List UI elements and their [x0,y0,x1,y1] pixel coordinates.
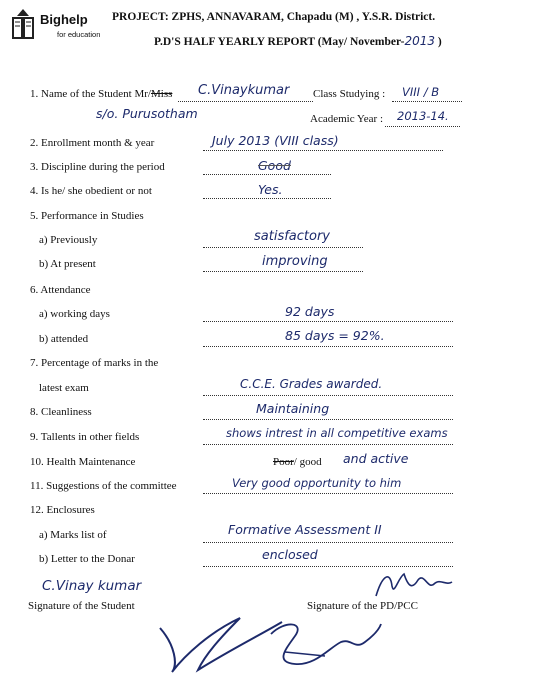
item-label: a) working days [39,308,110,320]
report-title [154,34,442,48]
student-signature-label: Signature of the Student [28,600,135,612]
parent-name: s/o. Purusotham [96,106,198,121]
student-name: C.Vinaykumar [198,83,290,98]
value-dotted-line [203,419,453,420]
report-title-text: P.D'S HALF YEARLY REPORT (May/ November- [154,36,405,48]
value-dotted-line [203,493,453,494]
project-heading: PROJECT: ZPHS, ANNAVARAM, Chapadu (M) , Y.S.R. District. [112,11,436,23]
item-value: July 2013 (VIII class) [212,133,339,148]
value-dotted-line [203,321,453,322]
logo-name: Bighelp [40,12,88,27]
value-dotted-line [203,174,331,175]
report-year: 2013 [404,34,436,48]
item-label: a) Previously [39,234,98,246]
bighelp-logo-icon [10,8,36,42]
year-dotted-line [385,126,460,127]
item-label: b) At present [39,258,96,270]
class-label: Class Studying : [313,88,386,100]
item-value: shows intrest in all competitive exams [226,426,448,440]
pd-signature-label: Signature of the PD/PCC [307,600,418,612]
item-label: 5. Performance in Studies [30,210,144,222]
item-value: 92 days [285,304,335,319]
item-label: a) Marks list of [39,529,107,541]
value-dotted-line [203,444,453,445]
value-dotted-line [203,247,363,248]
name-dotted-line [178,101,313,102]
item-label: 6. Attendance [30,284,91,296]
item-label: 3. Discipline during the period [30,161,165,173]
logo-tagline: for education [57,30,101,39]
value-dotted-line [203,542,453,543]
item-label: 8. Cleanliness [30,406,92,418]
item-label: 12. Enclosures [30,504,95,516]
item-label: b) Letter to the Donar [39,553,135,565]
item-value: satisfactory [254,229,331,244]
value-dotted-line [203,395,453,396]
item-value: Yes. [258,182,283,197]
pcc-signature-scribble [265,612,385,682]
item-value: Formative Assessment II [228,522,382,537]
item-value: Maintaining [256,401,330,416]
value-dotted-line [203,150,443,151]
report-title-close: ) [437,36,442,48]
year-label: Academic Year : [310,113,384,125]
item-label: b) attended [39,333,89,345]
item-value: improving [262,254,328,269]
value-dotted-line [203,198,331,199]
name-label-text: 1. Name of the Student Mr/ [30,88,151,100]
item-label: 11. Suggestions of the committee [30,480,177,492]
item-value: C.C.E. Grades awarded. [240,377,383,391]
name-label [30,88,172,100]
item-label: 9. Tallents in other fields [30,431,140,443]
year-value: 2013-14. [397,109,449,123]
item-value: 85 days = 92%. [285,328,385,343]
class-dotted-line [392,101,462,102]
value-dotted-line [203,271,363,272]
item-value: Good [258,158,291,173]
student-signature-name: C.Vinay kumar [42,578,142,594]
item-label: 4. Is he/ she obedient or not [30,185,152,197]
item-label: latest exam [39,382,89,394]
value-dotted-line [203,346,453,347]
item-label: 7. Percentage of marks in the [30,357,159,369]
health-options [273,456,322,468]
item-value: and active [343,451,409,466]
health-option-separator: / good [293,456,322,468]
item-label: 10. Health Maintenance [30,456,136,468]
item-label: 2. Enrollment month & year [30,137,155,149]
class-value: VIII / B [402,85,440,99]
pd-signature-scribble [368,566,458,606]
item-value: Very good opportunity to him [232,476,402,490]
name-label-struck: Miss [150,88,173,100]
health-option-poor: Poor [273,456,294,468]
item-value: enclosed [262,547,318,562]
